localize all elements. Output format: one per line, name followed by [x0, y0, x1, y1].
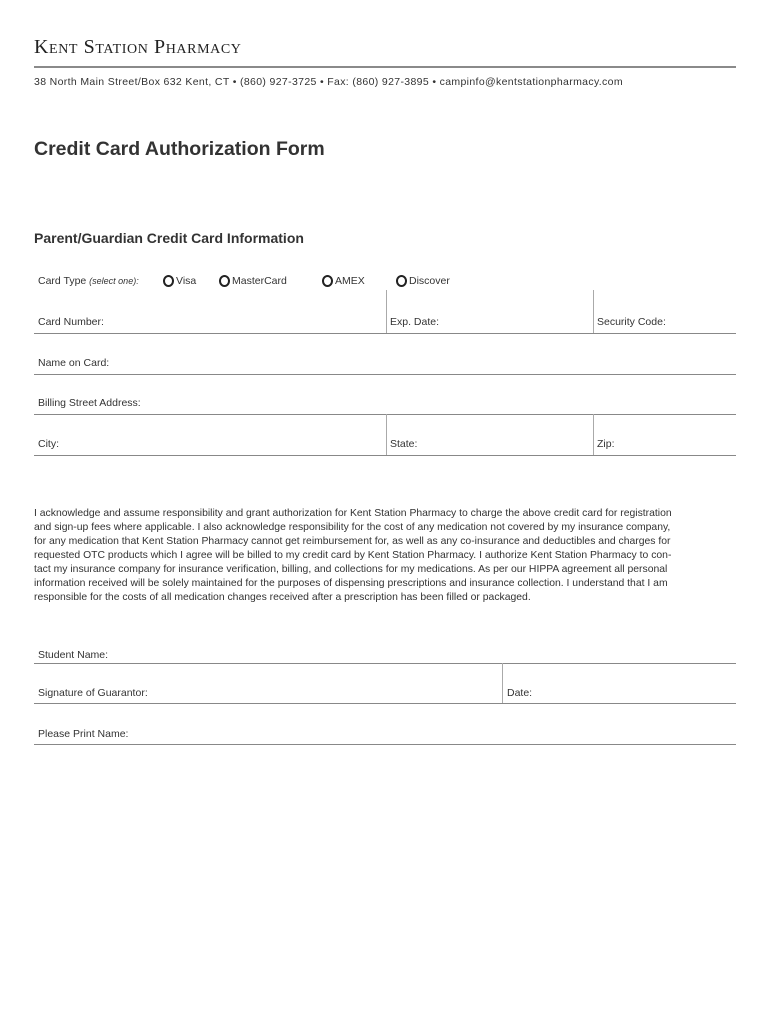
divider — [502, 663, 503, 703]
agreement-line: I acknowledge and assume responsibility and grant authorization for Kent Station Pharmacy to charge the above credit card for registration — [34, 508, 672, 519]
page-title: Credit Card Authorization Form — [34, 138, 325, 160]
radio-label: AMEX — [335, 275, 365, 287]
agreement-line: requested OTC products which I agree will be billed to my credit card by Kent Station Pharmacy. I authorize Kent Station Pharmacy to con- — [34, 550, 672, 561]
divider — [593, 290, 594, 333]
radio-amex[interactable] — [322, 275, 365, 287]
radio-label: Discover — [409, 275, 450, 287]
card-number-field[interactable]: Card Number: — [38, 316, 104, 328]
card-type-text: Card Type — [38, 275, 87, 287]
field-line — [34, 333, 736, 334]
divider — [386, 290, 387, 333]
card-type-label — [38, 275, 139, 287]
zip-field[interactable]: Zip: — [597, 438, 615, 450]
card-type-hint: (select one): — [89, 276, 139, 286]
radio-circle-icon — [322, 275, 333, 287]
field-line — [34, 455, 736, 456]
section-title: Parent/Guardian Credit Card Information — [34, 230, 304, 246]
agreement-line: and sign-up fees where applicable. I also acknowledge responsibility for the cost of any medication not covered by my insurance company, — [34, 522, 671, 533]
field-line — [34, 663, 736, 664]
radio-circle-icon — [219, 275, 230, 287]
agreement-line: for any medication that Kent Station Pharmacy cannot get reimbursement for, as well as any co-insurance and deductibles and charges for — [34, 536, 671, 547]
radio-circle-icon — [396, 275, 407, 287]
radio-circle-icon — [163, 275, 174, 287]
radio-label: MasterCard — [232, 275, 287, 287]
field-line — [34, 414, 736, 415]
state-field[interactable]: State: — [390, 438, 418, 450]
agreement-line: responsible for the costs of all medication changes received after a prescription has been filled or packaged. — [34, 592, 531, 603]
field-line — [34, 374, 736, 375]
student-name-field[interactable]: Student Name: — [38, 649, 109, 661]
divider — [386, 414, 387, 455]
radio-mastercard[interactable] — [219, 275, 287, 287]
contact-line: 38 North Main Street/Box 632 Kent, CT • (860) 927-3725 • Fax: (860) 927-3895 • campinfo@kentstationpharmacy.com — [34, 76, 623, 88]
name-on-card-field[interactable]: Name on Card: — [38, 357, 110, 369]
signature-field[interactable]: Signature of Guarantor: — [38, 687, 148, 699]
print-name-field[interactable]: Please Print Name: — [38, 728, 129, 740]
pharmacy-logo: Kent Station Pharmacy — [34, 36, 242, 58]
agreement-line: tact my insurance company for insurance verification, billing, and collections for my medications. As per our HIPPA agreement all personal — [34, 564, 668, 575]
exp-date-field[interactable]: Exp. Date: — [390, 316, 440, 328]
agreement-line: information received will be solely maintained for the purposes of dispensing prescriptions and insurance collection. I understand that I am — [34, 578, 668, 589]
billing-address-field[interactable]: Billing Street Address: — [38, 397, 141, 409]
radio-label: Visa — [176, 275, 197, 287]
header-rule — [34, 66, 736, 68]
city-field[interactable]: City: — [38, 438, 59, 450]
radio-discover[interactable] — [396, 275, 450, 287]
date-field[interactable]: Date: — [507, 687, 533, 699]
field-line — [34, 744, 736, 745]
divider — [593, 414, 594, 455]
security-code-field[interactable]: Security Code: — [597, 316, 666, 328]
agreement-text — [34, 507, 672, 605]
radio-visa[interactable] — [163, 275, 196, 287]
field-line — [34, 703, 736, 704]
